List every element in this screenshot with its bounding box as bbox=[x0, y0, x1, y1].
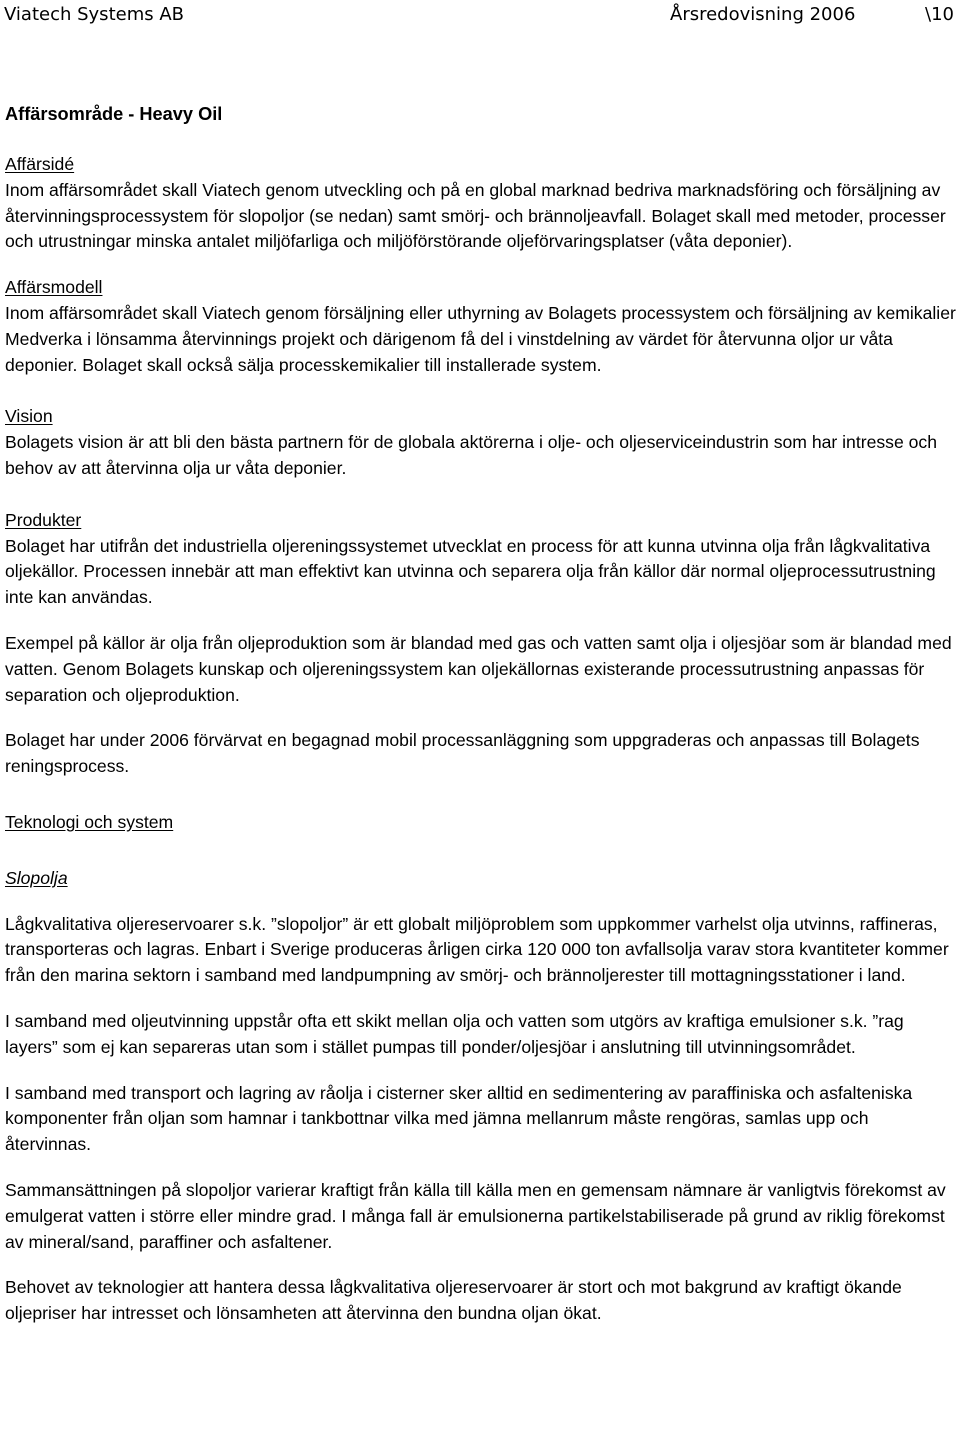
paragraph-slopolja-1: Lågkvalitativa oljereservoarer s.k. ”slopoljor” är ett globalt miljöproblem som uppkommer varhelst olja utvinns, raffineras, transporteras och lagras. Enbart i Sverige produceras årligen cirka 120 000 ton avfallsolja varav stora kvantiteter kommer från den marina sektorn i samband med landpumpning av smörj- och brännoljerester till mottagningsstationer i land. bbox=[5, 913, 949, 986]
paragraph-slopolja-3: I samband med transport och lagring av råolja i cisterner sker alltid en sedimentering av paraffiniska och asfalteniska komponenter från oljan som hamnar i tankbottnar vilka med jämna mellanrum måste rengöras, samlas upp och återvinnas. bbox=[5, 1082, 913, 1155]
heading-affarside: Affärsidé bbox=[5, 154, 75, 174]
header-page-number: \10 bbox=[925, 4, 954, 25]
heading-produkter: Produkter bbox=[5, 509, 82, 530]
heading-teknologi: Teknologi och system bbox=[5, 811, 174, 832]
header-company: Viatech Systems AB bbox=[4, 4, 184, 25]
paragraph-affarsmodell: Inom affärsområdet skall Viatech genom försäljning eller uthyrning av Bolagets processystem och försäljning av kemikalier Medverka i lönsamma återvinnings projekt och därigenom få del i vinstdelning av värdet för återvunna oljor ur våta deponier. Bolaget skall också sälja processkemikalier till installerade system. bbox=[5, 302, 956, 375]
paragraph-produkter-1: Bolaget har utifrån det industriella oljereningssystemet utvecklat en process för att kunna utvinna olja från lågkvalitativa oljekällor. Processen innebär att man effektivt kan utvinna och separera olja från källor där normal oljeprocessutrustning inte kan användas. bbox=[5, 535, 936, 608]
paragraph-produkter-3: Bolaget har under 2006 förvärvat en begagnad mobil processanläggning som uppgraderas och anpassas till Bolagets reningsprocess. bbox=[5, 730, 920, 777]
paragraph-produkter-2: Exempel på källor är olja från oljeproduktion som är blandad med gas och vatten samt olja i oljesjöar som är blandad med vatten. Genom Bolagets kunskap och oljereningssystem kan oljekällornas existerande processutrustning anpassas för separation och oljeproduktion. bbox=[5, 632, 952, 705]
document-body bbox=[5, 101, 957, 1327]
paragraph-slopolja-5: Behovet av teknologier att hantera dessa lågkvalitativa oljereservoarer är stort och mot bakgrund av kraftigt ökande oljepriser har intresset och lönsamheten att återvinna den bundna oljan ökat. bbox=[5, 1277, 902, 1324]
paragraph-slopolja-2: I samband med oljeutvinning uppstår ofta ett skikt mellan olja och vatten som utgörs av kraftiga emulsioner s.k. ”rag layers” som ej kan separeras utan som i stället pumpas till ponder/oljesjöar i anslutning till utvinningsområdet. bbox=[5, 1010, 904, 1057]
page-header bbox=[4, 2, 956, 28]
heading-vision: Vision bbox=[5, 406, 53, 427]
page-title: Affärsområde - Heavy Oil bbox=[5, 104, 223, 124]
header-report-title: Årsredovisning 2006 bbox=[670, 4, 856, 25]
paragraph-affarside: Inom affärsområdet skall Viatech genom utveckling och på en global marknad bedriva marknadsföring och försäljning av återvinningsprocessystem för slopoljor (se nedan) samt smörj- och brännoljeavfall. Bolaget skall med metoder, processer och utrustningar minska antalet miljöfarliga och miljöförstörande oljeförvaringsplatser (våta deponier). bbox=[5, 179, 946, 252]
paragraph-vision: Bolagets vision är att bli den bästa partnern för de globala aktörerna i olje- och oljeserviceindustrin som har intresse och behov av att återvinna olja ur våta deponier. bbox=[5, 432, 937, 478]
heading-slopolja: Slopolja bbox=[5, 867, 68, 888]
heading-affarsmodell: Affärsmodell bbox=[5, 277, 103, 298]
paragraph-slopolja-4: Sammansättningen på slopoljor varierar kraftigt från källa till källa men en gemensam nämnare är vanligtvis förekomst av emulgerat vatten i större eller mindre grad. I många fall är emulsionerna partikelstabiliserade på grund av riklig förekomst av mineral/sand, paraffiner och asfaltener. bbox=[5, 1179, 946, 1252]
